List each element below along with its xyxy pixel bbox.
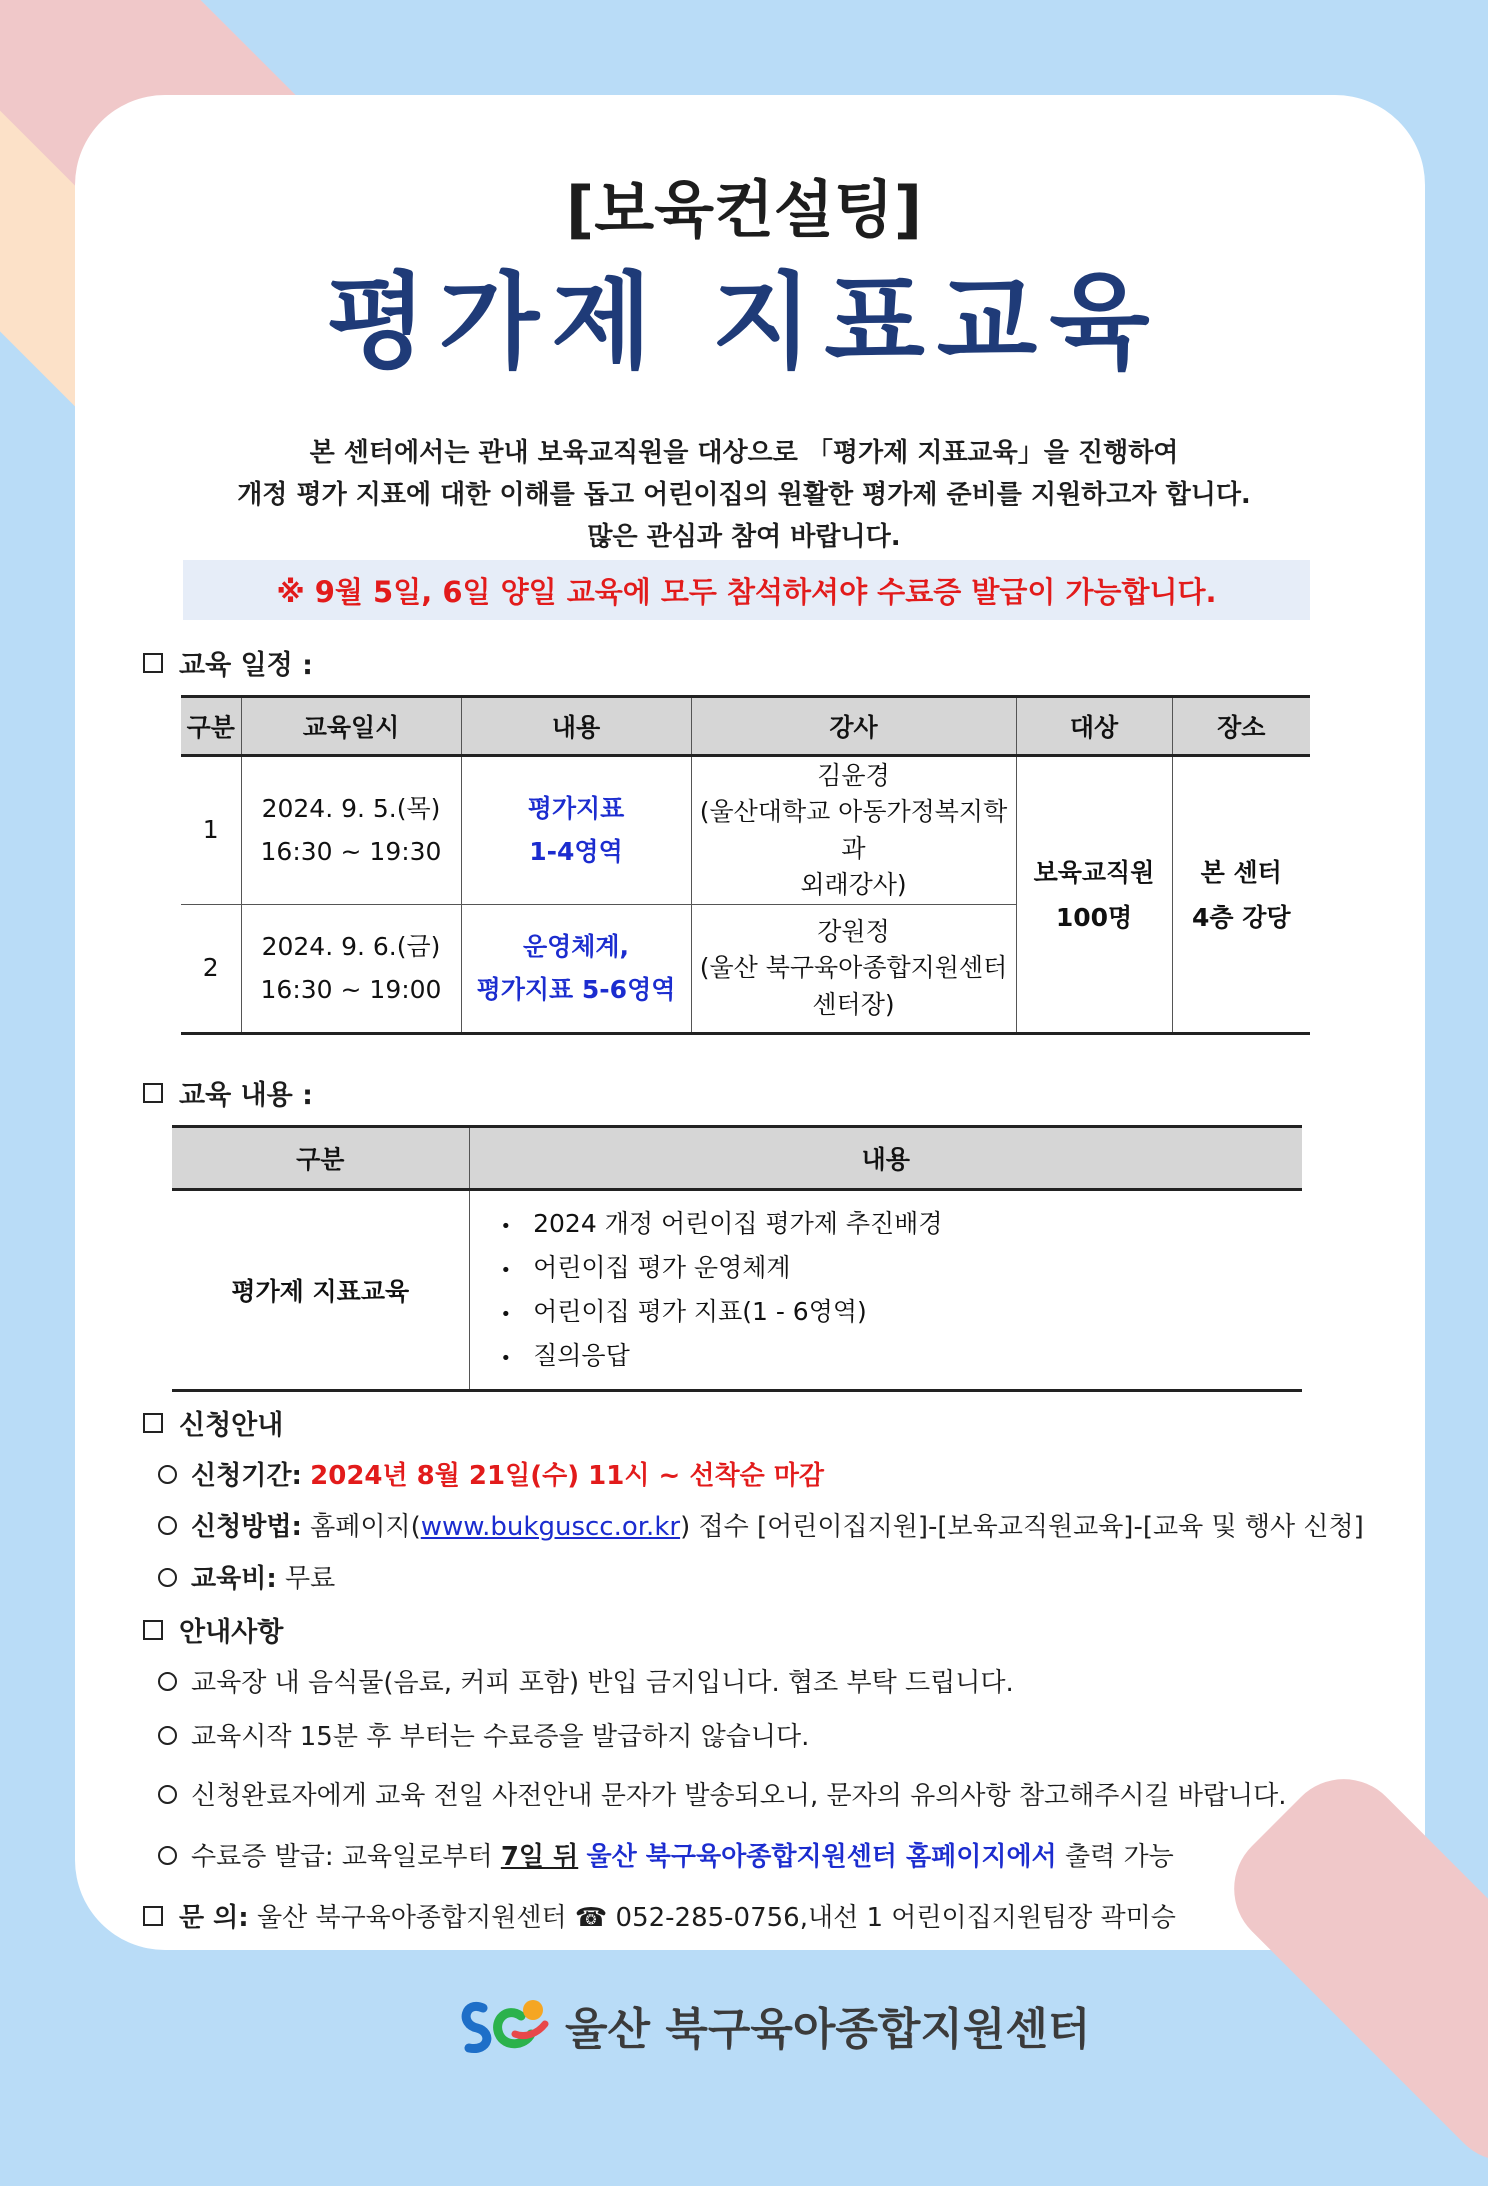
col-header: 강사 [691,697,1016,756]
row-content: 평가지표 1-4영역 [461,756,691,905]
page-title: 평가제 지표교육 [326,261,1162,383]
homepage-link[interactable]: www.bukguscc.or.kr [420,1512,681,1542]
col-header: 장소 [1172,697,1310,756]
content-table [172,1125,1302,1392]
table-header-row [181,697,1310,756]
footer-logo [455,1990,1090,2060]
col-header: 대상 [1016,697,1172,756]
checkbox-square-icon [143,1620,163,1640]
col-header: 교육일시 [241,697,461,756]
table-header-row [172,1127,1302,1190]
guide-heading: 안내사항 [143,1610,283,1649]
table-row [181,756,1310,905]
col-header: 내용 [469,1127,1302,1190]
guide-item: 신청완료자에게 교육 전일 사전안내 문자가 발송되오니, 문자의 유의사항 참고해주시길 바랍니다. [158,1775,1287,1812]
apply-heading: 신청안내 [143,1403,283,1442]
circle-bullet-icon [158,1568,177,1587]
row-content: 운영체계, 평가지표 5-6영역 [461,905,691,1034]
intro-line-1: 본 센터에서는 관내 보육교직원을 대상으로 「평가제 지표교육」을 진행하여 [309,438,1179,468]
row-instructor: 강원정 (울산 북구육아종합지원센터 센터장) [691,905,1016,1034]
col-header: 구분 [172,1127,469,1190]
place-cell: 본 센터 4층 강당 [1172,756,1310,1034]
notice-text: ※ 9월 5일, 6일 양일 교육에 모두 참석하셔야 수료증 발급이 가능합니다. [276,574,1217,609]
checkbox-square-icon [143,1413,163,1433]
content-items [469,1190,1302,1391]
guide-item: 교육시작 15분 후 부터는 수료증을 발급하지 않습니다. [158,1716,809,1753]
notice-banner [183,560,1310,620]
checkbox-square-icon [143,1083,163,1103]
org-logo-icon [455,1990,555,2060]
contact-line: 문 의: 울산 북구육아종합지원센터 ☎ 052-285-0756,내선 1 어린이집지원팀장 곽미승 [143,1897,1176,1934]
content-heading: 교육 내용 : [143,1073,313,1112]
schedule-table [181,695,1310,1035]
checkbox-square-icon [143,653,163,673]
circle-bullet-icon [158,1785,177,1804]
intro-line-3: 많은 관심과 참여 바랍니다. [587,522,901,552]
schedule-heading: 교육 일정 : [143,643,313,682]
checkbox-square-icon [143,1906,163,1926]
circle-bullet-icon [158,1516,177,1535]
content-category: 평가제 지표교육 [172,1190,469,1391]
circle-bullet-icon [158,1846,177,1865]
list-item: • 질의응답 [501,1334,1302,1378]
table-row [172,1190,1302,1391]
apply-fee: 교육비: 무료 [158,1558,335,1595]
row-datetime: 2024. 9. 5.(목) 16:30 ~ 19:30 [241,756,461,905]
list-item: • 어린이집 평가 지표(1 - 6영역) [501,1290,1302,1334]
row-datetime: 2024. 9. 6.(금) 16:30 ~ 19:00 [241,905,461,1034]
guide-item: 수료증 발급: 교육일로부터 7일 뒤 울산 북구육아종합지원센터 홈페이지에서 출력 가능 [158,1836,1174,1873]
row-number: 2 [181,905,241,1034]
apply-period: 신청기간: 2024년 8월 21일(수) 11시 ~ 선착순 마감 [158,1455,824,1492]
row-number: 1 [181,756,241,905]
list-item: • 2024 개정 어린이집 평가제 추진배경 [501,1202,1302,1246]
org-name: 울산 북구육아종합지원센터 [565,2004,1091,2055]
col-header: 구분 [181,697,241,756]
target-cell: 보육교직원 100명 [1016,756,1172,1034]
guide-item: 교육장 내 음식물(음료, 커피 포함) 반입 금지입니다. 협조 부탁 드립니다. [158,1662,1014,1699]
apply-method: 신청방법: 홈페이지(www.bukguscc.or.kr) 접수 [어린이집지원]-[보육교직원교육]-[교육 및 행사 신청] [158,1506,1364,1543]
intro-line-2: 개정 평가 지표에 대한 이해를 돕고 어린이집의 원활한 평가제 준비를 지원하고자 합니다. [237,480,1251,510]
page-subtitle: [보육컨설팅] [565,173,923,246]
circle-bullet-icon [158,1726,177,1745]
row-instructor: 김윤경 (울산대학교 아동가정복지학과 외래강사) [691,756,1016,905]
col-header: 내용 [461,697,691,756]
circle-bullet-icon [158,1465,177,1484]
circle-bullet-icon [158,1672,177,1691]
list-item: • 어린이집 평가 운영체계 [501,1246,1302,1290]
